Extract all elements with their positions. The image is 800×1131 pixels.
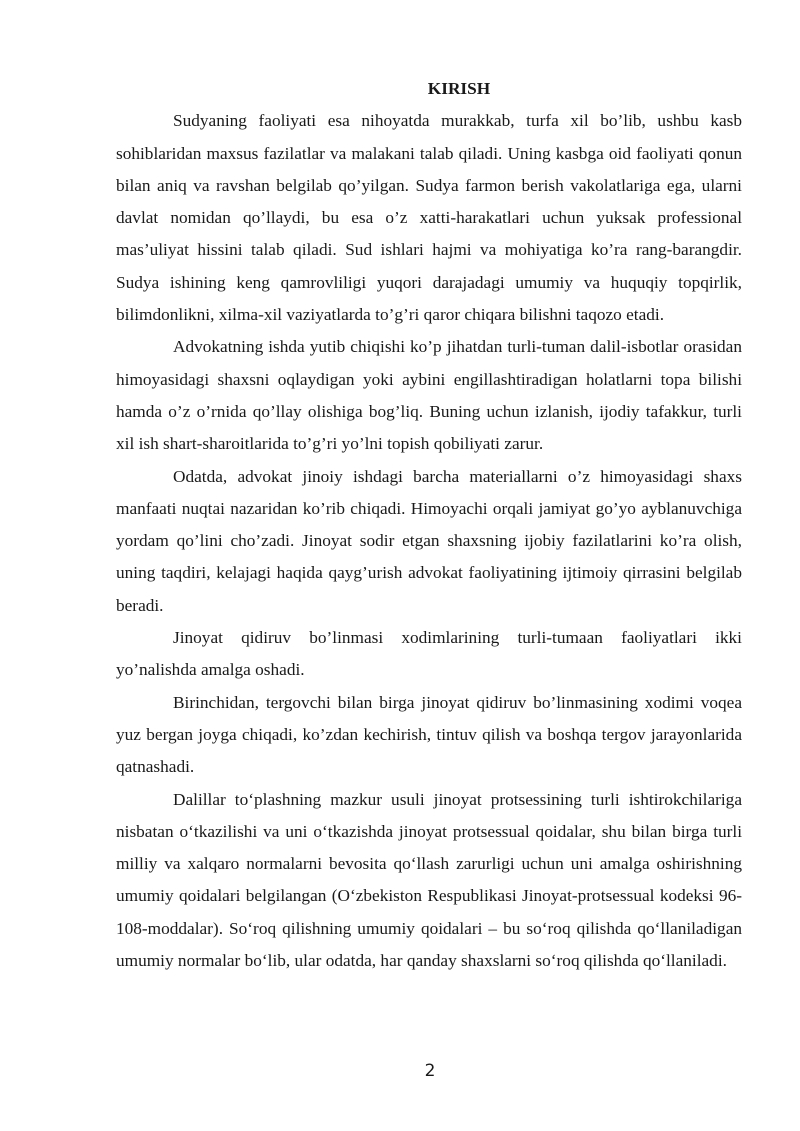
document-body <box>116 73 742 977</box>
page-number: 2 <box>424 1061 436 1081</box>
paragraph-3: Odatda, advokat jinoiy ishdagi barcha materiallarni o’z himoyasidagi shaxs manfaati nuqtai nazaridan ko’rib chiqadi. Himoyachi orqali jamiyat go’yo ayblanuvchiga yordam qo’lini cho’zadi. Jinoyat sodir etgan shaxsning ijobiy fazilatlarini ko’ra olish, uning taqdiri, kelajagi haqida qayg’urish advokat faoliyatining ijtimoiy qirrasini belgilab beradi. <box>116 466 742 615</box>
paragraph-5: Birinchidan, tergovchi bilan birga jinoyat qidiruv bo’linmasining xodimi voqea yuz bergan joyga chiqadi, ko’zdan kechirish, tintuv qilish va boshqa tergov jarayonlarida qatnashadi. <box>116 692 742 777</box>
paragraph-2: Advokatning ishda yutib chiqishi ko’p jihatdan turli-tuman dalil-isbotlar orasidan himoyasidagi shaxsni oqlaydigan yoki aybini engillashtiradigan holatlarni topa bilishi hamda o’z o’rnida qo’llay olishiga bog’liq. Buning uchun izlanish, ijodiy tafakkur, turli xil ish shart-sharoitlarida to’g’ri yo’lni topish qobiliyati zarur. <box>116 337 742 454</box>
paragraph-1: Sudyaning faoliyati esa nihoyatda murakkab, turfa xil bo’lib, ushbu kasb sohiblaridan maxsus fazilatlar va malakani talab qiladi. Uning kasbga oid faoliyati qonun bilan aniq va ravshan belgilab qo’yilgan. Sudya farmon berish vakolatlariga ega, ularni davlat nomidan qo’llaydi, bu esa o’z xatti-harakatlari uchun yuksak professional mas’uliyat hissini talab qiladi. Sud ishlari hajmi va mohiyatiga ko’ra rang-barangdir. Sudya ishining keng qamrovliligi yuqori darajadagi umumiy va huquqiy topqirlik, bilimdonlikni, xilma-xil vaziyatlarda to’g’ri qaror chiqara bilishni taqozo etadi. <box>116 111 742 325</box>
page-title: KIRISH <box>427 79 491 98</box>
paragraph-6: Dalillar to‘plashning mazkur usuli jinoyat protsessining turli ishtirokchilariga nisbatan o‘tkazilishi va uni o‘tkazishda jinoyat protsessual qoidalar, shu bilan birga turli milliy va xalqaro normalarni bevosita qo‘llash zarurligi uchun uni amalga oshirishning umumiy qoidalari belgilangan (O‘zbekiston Respublikasi Jinoyat-protsessual kodeksi 96-108-moddalar). So‘roq qilishning umumiy qoidalari – bu so‘roq qilishda qo‘llaniladigan umumiy normalar bo‘lib, ular odatda, har qanday shaxslarni so‘roq qilishda qo‘llaniladi. <box>116 789 742 971</box>
paragraph-4: Jinoyat qidiruv bo’linmasi xodimlarining turli-tumaan faoliyatlari ikki yo’nalishda amalga oshadi. <box>116 628 742 680</box>
